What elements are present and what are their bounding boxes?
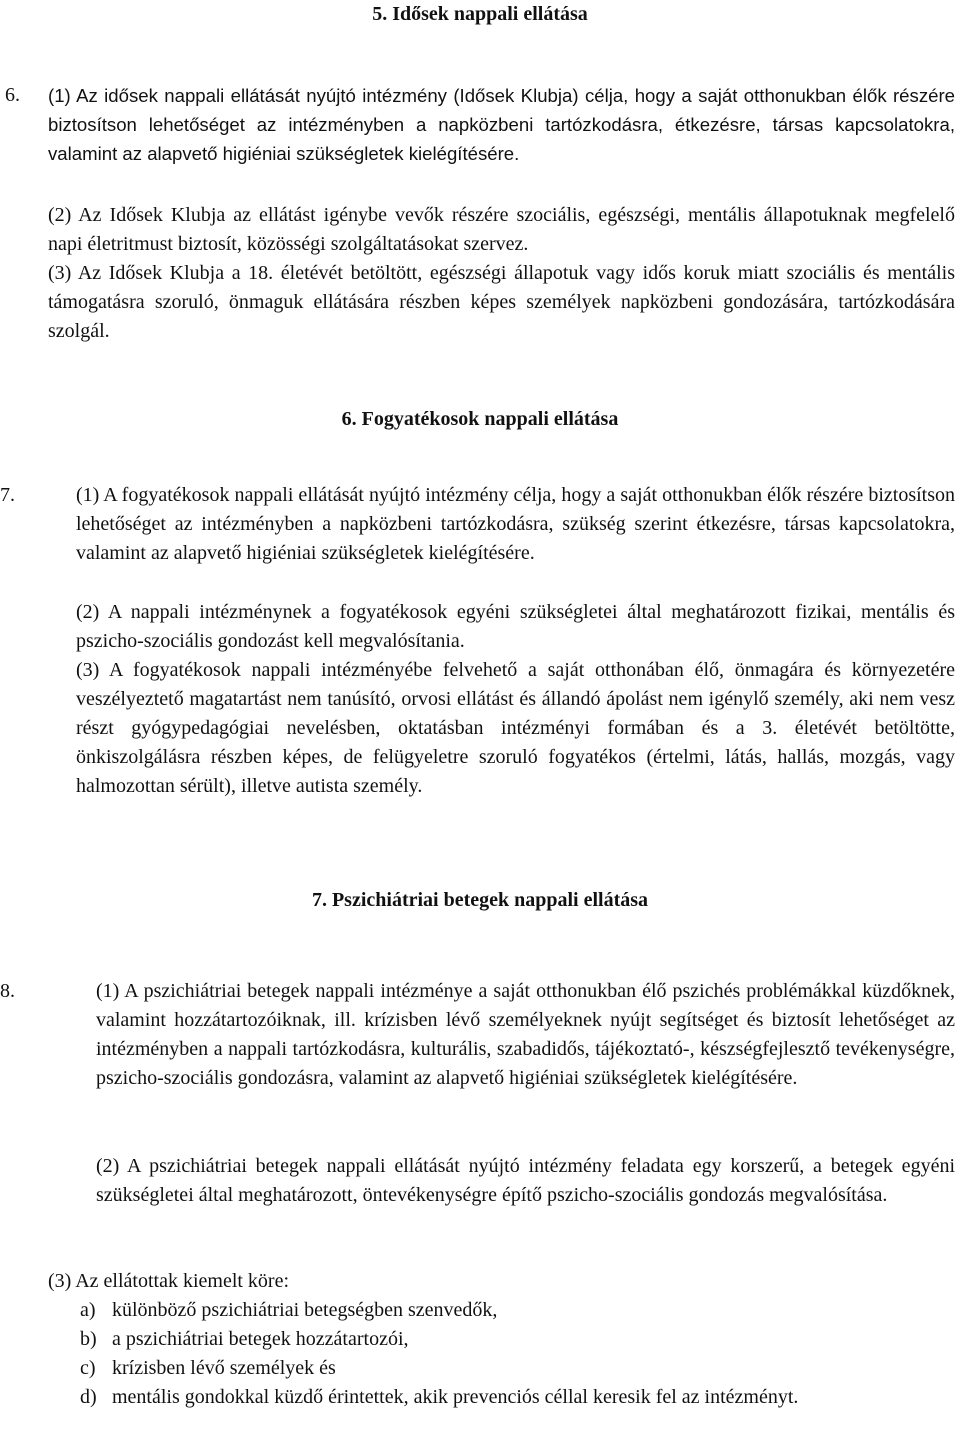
paragraph-8-1: (1) A pszichiátriai betegek nappali intézménye a saját otthonukban élő pszichés problémákkal küzdőknek, valamint hozzátartozóiknak, ill. krízisben lévő személyeknek nyújt segítséget és biztosít lehetőséget az intézményben a nappali tartózkodásra, kulturális, szabadidős, tájékoztató-, készségfejlesztő tevékenységre, pszicho-szociális gondozásra, valamint az alapvető higiéniai szükségletek kielégítésére. [96,980,955,1089]
list-item [80,1325,956,1354]
list-item-marker: a) [80,1299,96,1321]
list-item-text: mentális gondokkal küzdő érintettek, akik prevenciós céllal keresik fel az intézményt. [112,1386,799,1408]
list-item-marker: d) [80,1386,97,1408]
section-heading-5: 5. Idősek nappali ellátása [372,3,588,25]
list-item-text: különböző pszichiátriai betegségben szenvedők, [112,1299,498,1321]
eligibility-list [80,1296,956,1412]
list-item [80,1354,956,1383]
paragraph-7-1: (1) A fogyatékosok nappali ellátását nyújtó intézmény célja, hogy a saját otthonukban élők részére biztosítson lehetőséget az intézményben a napközbeni tartózkodásra, szükség szerint étkezésre, társas kapcsolatokra, valamint az alapvető higiéniai szükségletek kielégítésére. [76,484,955,564]
list-item [80,1296,956,1325]
section-number-6: 6. [5,84,20,106]
paragraph-8-2: (2) A pszichiátriai betegek nappali ellátását nyújtó intézmény feladata egy korszerű, a betegek egyéni szükségletei által meghatározott, öntevékenységre építő pszicho-szociális gondozás megvalósítása. [96,1155,955,1206]
list-item-marker: b) [80,1328,97,1350]
section-heading-7: 7. Pszichiátriai betegek nappali ellátása [311,889,649,911]
section-heading-6: 6. Fogyatékosok nappali ellátása [341,408,619,430]
paragraph-6-3: (3) Az Idősek Klubja a 18. életévét betöltött, egészségi állapotuk vagy idős koruk miatt szociális és mentális támogatásra szoruló, önmaguk ellátására részben képes személyek napközbeni gondozására, tartózkodására szolgál. [48,262,955,342]
paragraph-6-2: (2) Az Idősek Klubja az ellátást igénybe vevők részére szociális, egészségi, mentális állapotuknak megfelelő napi életritmust biztosít, közösségi szolgáltatásokat szervez. [48,204,955,255]
list-item-text: krízisben lévő személyek és [112,1357,336,1379]
list-label: (3) Az ellátottak kiemelt köre: [48,1270,290,1292]
list-item-text: a pszichiátriai betegek hozzátartozói, [112,1328,409,1350]
paragraph-7-2: (2) A nappali intézménynek a fogyatékosok egyéni szükségletei által meghatározott fizikai, mentális és pszicho-szociális gondozást kell megvalósítania. [76,601,955,652]
list-item-marker: c) [80,1357,96,1379]
section-number-7: 7. [0,484,15,506]
section-number-8: 8. [0,980,15,1002]
paragraph-7-3: (3) A fogyatékosok nappali intézményébe felvehető a saját otthonában élő, önmagára és környezetére veszélyeztető magatartást nem tanúsító, orvosi ellátást és állandó ápolást nem igénylő személy, aki nem vesz részt gyógypedagógiai nevelésben, oktatásban intézményi formában és a 3. életévét betöltötte, önkiszolgálásra részben képes, de felügyeletre szoruló fogyatékos (értelmi, látás, hallás, mozgás, vagy halmozottan sérült), illetve autista személy. [76,659,955,797]
paragraph-6-1: (1) Az idősek nappali ellátását nyújtó intézmény (Idősek Klubja) célja, hogy a saját otthonukban élők részére biztosítson lehetőséget az intézményben a napközbeni tartózkodásra, étkezésre, társas kapcsolatokra, valamint az alapvető higiéniai szükségletek kielégítésére. [48,85,955,164]
list-item [80,1383,956,1412]
